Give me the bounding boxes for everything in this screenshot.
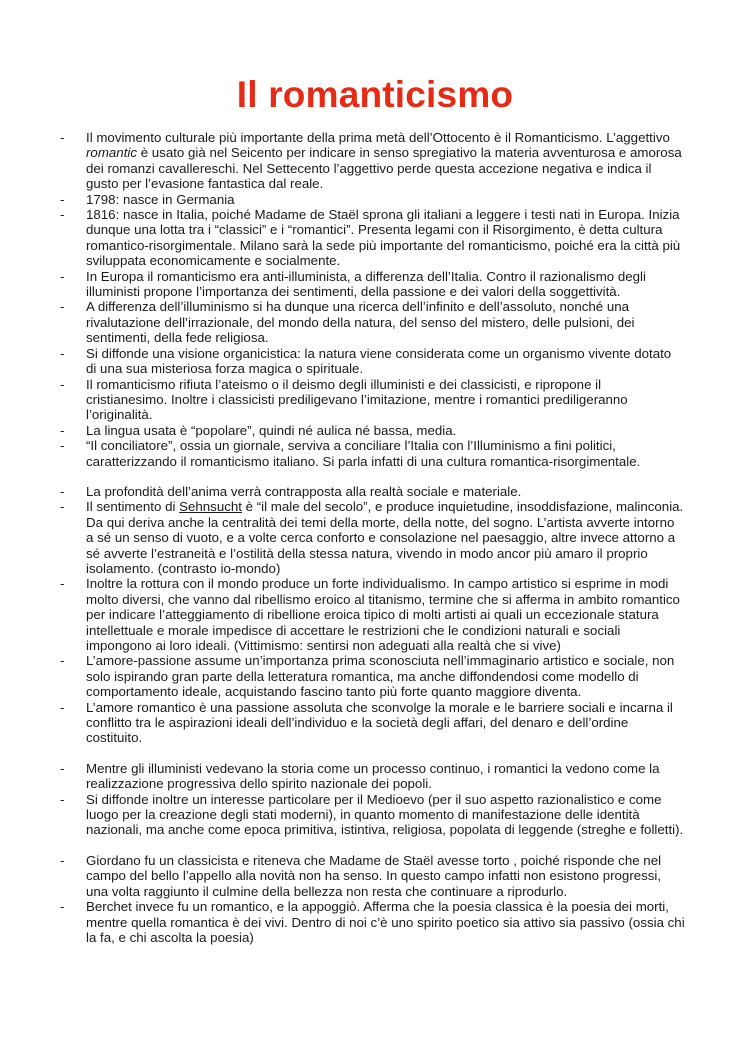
list-item: - A differenza dell’illuminismo si ha dunque una ricerca dell’infinito e dell’assoluto, nonché una rivalutazione dell’irrazionale, del mondo della natura, del senso del mistero, delle pulsioni, dei sentimenti, della fede religiosa. <box>60 299 635 346</box>
bullet-dash: - <box>60 268 65 284</box>
list-item: - Si diffonde una visione organicistica: la natura viene considerata come un organismo vivente dotato di una sua misteriosa forza magica o spirituale. <box>60 345 672 377</box>
list-item: - Giordano fu un classicista e riteneva che Madame de Staël avesse torto , poiché risponde che nel campo del bello l’appello alla novità non ha senso. In questo campo infatti non esistono progressi, una volta raggiunto il culmine della bellezza non resta che continuare a riprodurlo. <box>60 852 662 899</box>
bullet-dash: - <box>60 760 65 776</box>
bullet-dash: - <box>60 653 65 669</box>
list-item: - L’amore romantico è una passione assoluta che sconvolge la morale e le barriere sociali e incarna il conflitto tra le aspirazioni ideali dell’individuo e la società degli affari, del denaro e dell’ordine costituito. <box>60 699 673 746</box>
list-item: - Berchet invece fu un romantico, e la appoggiò. Afferma che la poesia classica è la poesia dei morti, mentre quella romantica è dei vivi. Dentro di noi c’è uno spirito poetico sia attivo sia passivo (ossia chi la fa, e chi ascolta la poesia) <box>60 899 685 945</box>
list-item: - Il sentimento di Sehnsucht è “il male del secolo”, e produce inquietudine, insoddisfazione, malinconia. Da qui deriva anche la centralità dei temi della morte, della notte, del sogno. L’artista avverte intorno a sé un senso di vuoto, e a volte cerca conforto e consolazione nel paesaggio, altre invece attorno a sé avverte l’estraneità e l’ostilità della stessa natura, vivendo in modo ancor più amaro il proprio isolamento. (contrasto io-mondo) <box>60 499 684 576</box>
list-item: - Mentre gli illuministi vedevano la storia come un processo continuo, i romantici la vedono come la realizzazione progressiva dello spirito nazionale dei popoli. <box>60 760 660 792</box>
section-gap <box>60 746 685 761</box>
list-item: - Inoltre la rottura con il mondo produce un forte individualismo. In campo artistico si esprime in modi molto diversi, che vanno dal ribellismo eroico al titanismo, termine che si afferma in ambito romantico per indicare l’atteggiamento di ribellione eroica tipico di molti artisti ai quali un eccezionale statura intellettuale e morale impedisce di accettare le restrizioni che le condizioni naturali e sociali impongono ai loro ideali. (Vittimismo: sentirsi non adeguati alla realtà che si vive) <box>60 576 680 653</box>
bullet-dash: - <box>60 438 65 454</box>
bullet-dash: - <box>60 899 65 915</box>
bullet-dash: - <box>60 699 65 715</box>
bullet-dash: - <box>60 299 65 315</box>
bullet-list <box>60 130 685 945</box>
underlined-term: Sehnsucht <box>179 499 242 515</box>
bullet-dash: - <box>60 791 65 807</box>
bullet-dash: - <box>60 191 65 207</box>
bullet-dash: - <box>60 207 65 223</box>
list-item: - 1816: nasce in Italia, poiché Madame de Staël sprona gli italiani a leggere i testi nati in Europa. Inizia dunque una lotta tra i “classici” e i “romantici”. Presenta legami con il Risorgimento, è detta cultura romantico-risorgimentale. Milano sarà la sede più importante del romanticismo, poiché era la città più sviluppata economicamente e socialmente. <box>60 207 681 269</box>
list-item: - In Europa il romanticismo era anti-illuminista, a differenza dell’Italia. Contro il razionalismo degli illuministi propone l’importanza dei sentimenti, della passione e dei valori della soggettività. <box>60 268 646 300</box>
section-gap <box>60 469 685 484</box>
bullet-dash: - <box>60 852 65 868</box>
list-item: - La profondità dell’anima verrà contrapposta alla realtà sociale e materiale. <box>60 483 522 499</box>
bullet-dash: - <box>60 483 65 499</box>
bullet-dash: - <box>60 576 65 592</box>
bullet-dash: - <box>60 499 65 515</box>
list-item: - Si diffonde inoltre un interesse particolare per il Medioevo (per il suo aspetto razionalistico e come luogo per la creazione degli stati moderni), in quanto momento di manifestazione delle identità nazionali, ma anche come epoca primitiva, istintiva, religiosa, popolata di leggende (streghe e folletti). <box>60 791 684 838</box>
list-item: - 1798: nasce in Germania <box>60 191 235 207</box>
list-item: - L’amore-passione assume un’importanza prima sconosciuta nell’immaginario artistico e sociale, non solo ispirando gran parte della letteratura romantica, ma anche diffondendosi come modello di comportamento ideale, acquistando fascino tanto più forte quanto maggiore diventa. <box>60 653 675 700</box>
italic-term: romantic <box>86 145 137 161</box>
list-item: - La lingua usata è “popolare”, quindi né aulica né bassa, media. <box>60 422 457 438</box>
section-gap <box>60 838 685 853</box>
list-item: - Il movimento culturale più importante della prima metà dell’Ottocento è il Romanticismo. L’aggettivo romantic è usato già nel Seicento per indicare in senso spregiativo la materia avventurosa e amorosa dei romanzi cavallereschi. Nel Settecento l’aggettivo perde questa accezione negativa e indica il gusto per l’evasione fantastica dal reale. <box>60 130 682 192</box>
bullet-dash: - <box>60 345 65 361</box>
page-title: Il romanticismo <box>236 74 514 115</box>
bullet-dash: - <box>60 376 65 392</box>
bullet-dash: - <box>60 422 65 438</box>
bullet-dash: - <box>60 130 65 145</box>
list-item: - “Il conciliatore”, ossia un giornale, serviva a conciliare l’Italia con l’Illuminismo a fini politici, caratterizzando il romanticismo italiano. Si parla infatti di una cultura romantica-risorgimentale. <box>60 438 641 469</box>
list-item: - Il romanticismo rifiuta l’ateismo o il deismo degli illuministi e dei classicisti, e ripropone il cristianesimo. Inoltre i classicisti prediligevano l’imitazione, mentre i romantici prediligeranno l’originalità. <box>60 376 628 423</box>
